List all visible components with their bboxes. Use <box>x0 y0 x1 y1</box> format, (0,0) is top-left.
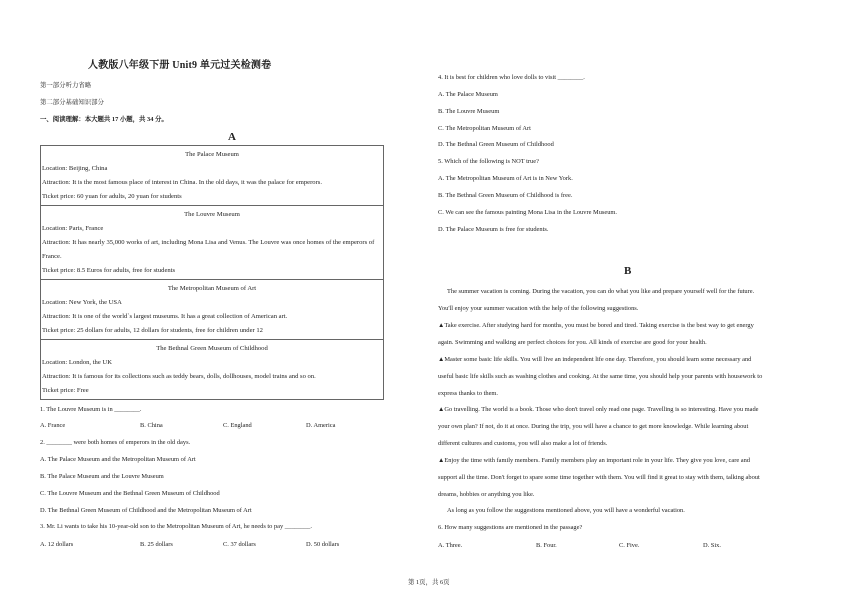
question-3-option: A. 12 dollars <box>40 541 74 548</box>
document-title: 人教版八年级下册 Unit9 单元过关检测卷 <box>88 60 272 71</box>
museum-location: Location: Paris, France <box>42 224 104 232</box>
question-5-option: C. We can see the famous painting Mona Lisa in the Louvre Museum. <box>438 209 617 216</box>
passage-line: The summer vacation is coming. During the vacation, you can do what you like and prepare yourself well for the future. <box>447 288 755 295</box>
passage-line: different cultures and customs, you will also make a lot of friends. <box>438 440 608 447</box>
museum-name: The Bethnal Green Museum of Childhood <box>156 344 268 352</box>
section-a-letter: A <box>228 131 236 143</box>
passage-line: You'll enjoy your summer vacation with the help of the following suggestions. <box>438 305 639 312</box>
question-3-option: D. 50 dollars <box>306 541 340 548</box>
passage-line: express thanks to them. <box>438 390 498 397</box>
question-3-option: B. 25 dollars <box>140 541 173 548</box>
reading-section-heading: 一、阅读理解：本大题共 17 小题，共 34 分。 <box>40 116 168 123</box>
museum-table <box>40 145 384 400</box>
passage-line: ▲Enjoy the time with family members. Family members play an important role in your life. They give you love, care and <box>438 457 750 464</box>
passage-line: your own plan? If not, do it at once. During the trip, you will have a chance to get more knowledge. While learning about <box>438 423 749 430</box>
museum-attraction: Attraction: It is one of the world`s largest museums. It has a great collection of American art. <box>42 312 288 320</box>
museum-cell <box>41 146 384 206</box>
passage-line: again. Swimming and walking are perfect choices for you. All kinds of exercise are good for your health. <box>438 339 707 346</box>
question-4-option: B. The Louvre Museum <box>438 108 500 115</box>
question-5-option: B. The Bethnal Green Museum of Childhood is free. <box>438 192 573 199</box>
museum-price: Ticket price: 8.5 Euros for adults, free for students <box>42 266 176 274</box>
section-b-letter: B <box>624 265 632 277</box>
question-1-option: A. France <box>40 422 66 429</box>
question-3-option: C. 37 dollars <box>223 541 256 548</box>
museum-cell <box>41 206 384 280</box>
museum-name: The Metropolitan Museum of Art <box>167 284 257 292</box>
museum-attraction: Attraction: It is famous for its collections such as teddy bears, dolls, dollhouses, model trains and so on. <box>42 372 316 380</box>
passage-line: As long as you follow the suggestions mentioned above, you will have a wonderful vacation. <box>447 507 685 514</box>
question-3-stem: 3. Mr. Li wants to take his 10-year-old son to the Metropolitan Museum of Art, he needs to pay ________. <box>40 523 312 530</box>
museum-location: Location: Beijing, China <box>42 164 108 172</box>
question-6-option: C. Five. <box>619 542 640 549</box>
museum-name: The Palace Museum <box>185 150 239 158</box>
museum-attraction: Attraction: It has nearly 35,000 works of art, including Mona Lisa and Venus. The Louvre was once homes of the emperors of France. <box>42 238 375 260</box>
museum-price: Ticket price: 60 yuan for adults, 20 yuan for students <box>42 192 182 200</box>
part2-heading: 第二部分基础知识部分 <box>40 99 104 106</box>
question-5-option: A. The Metropolitan Museum of Art is in New York. <box>438 175 573 182</box>
question-1-stem: 1. The Louvre Museum is in ________. <box>40 406 142 413</box>
museum-attraction: Attraction: It is the most famous place of interest in China. In the old days, it was the palace for emperors. <box>42 178 322 186</box>
museum-location: Location: London, the UK <box>42 358 112 366</box>
question-4-option: D. The Bethnal Green Museum of Childhood <box>438 141 554 148</box>
passage-line: ▲Take exercise. After studying hard for months, you must be bored and tired. Taking exercise is the best way to get energy <box>438 322 754 329</box>
question-2-option: C. The Louvre Museum and the Bethnal Green Museum of Childhood <box>40 490 220 497</box>
question-2-option: D. The Bethnal Green Museum of Childhood and the Metropolitan Museum of Art <box>40 507 252 514</box>
museum-cell <box>41 280 384 340</box>
museum-name: The Louvre Museum <box>184 210 240 218</box>
question-1-option: B. China <box>140 422 163 429</box>
museum-cell <box>41 340 384 400</box>
question-4-option: A. The Palace Museum <box>438 91 498 98</box>
passage-line: ▲Go travelling. The world is a book. Those who don't travel only read one page. Travelling is so interesting. Have you made <box>438 406 759 413</box>
question-1-option: C. England <box>223 422 252 429</box>
passage-line: useful basic life skills such as washing clothes and cooking. At the same time, you should help your parents with housework to <box>438 373 763 380</box>
question-6-option: A. Three. <box>438 542 463 549</box>
museum-price: Ticket price: Free <box>42 386 89 394</box>
page-footer: 第 1页，共 6页 <box>408 579 450 586</box>
question-6-stem: 6. How many suggestions are mentioned in the passage? <box>438 524 583 531</box>
question-6-option: D. Six. <box>703 542 721 549</box>
question-2-option: B. The Palace Museum and the Louvre Museum <box>40 473 164 480</box>
passage-line: dreams, hobbies or anything you like. <box>438 491 535 498</box>
question-5-stem: 5. Which of the following is NOT true? <box>438 158 539 165</box>
question-6-option: B. Four. <box>536 542 557 549</box>
question-5-option: D. The Palace Museum is free for students. <box>438 226 549 233</box>
question-4-option: C. The Metropolitan Museum of Art <box>438 125 531 132</box>
question-2-option: A. The Palace Museum and the Metropolitan Museum of Art <box>40 456 196 463</box>
passage-line: ▲Master some basic life skills. You will live an independent life one day. Therefore, you should learn some necessary and <box>438 356 752 363</box>
question-4-stem: 4. It is best for children who love dolls to visit ________. <box>438 74 585 81</box>
museum-price: Ticket price: 25 dollars for adults, 12 dollars for students, free for children under 12 <box>42 326 263 334</box>
question-1-option: D. America <box>306 422 336 429</box>
question-2-stem: 2. ________ were both homes of emperors in the old days. <box>40 439 191 446</box>
museum-location: Location: New York, the USA <box>42 298 122 306</box>
part1-heading: 第一部分听力省略 <box>40 82 92 89</box>
passage-line: support all the time. Don't forget to spare some time together with them. You will find it great to stay with them, talking about <box>438 474 760 481</box>
